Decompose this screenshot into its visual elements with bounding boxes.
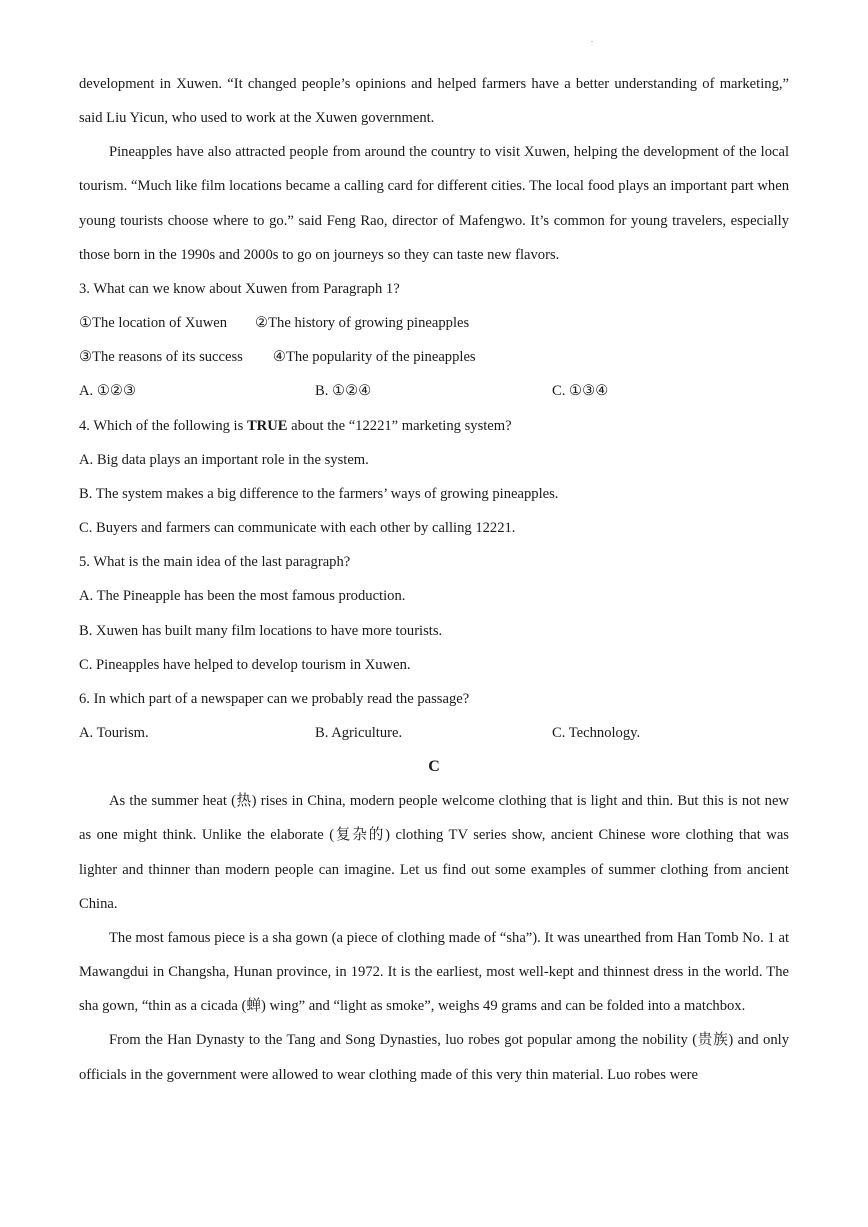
option-c: C. Technology. xyxy=(552,724,641,741)
stem-text: 4. Which of the following is xyxy=(79,417,247,434)
stem-emphasis: TRUE xyxy=(246,417,288,434)
question-4 xyxy=(79,409,789,546)
option-c: C. Pineapples have helped to develop tourism in Xuwen. xyxy=(79,656,411,673)
option-b: B. ①②④ xyxy=(315,383,372,400)
question-stem: 3. What can we know about Xuwen from Paragraph 1? xyxy=(79,280,400,297)
stem-text: about the “12221” marketing system? xyxy=(287,417,512,434)
passage-b-paragraph-continued: development in Xuwen. “It changed people’s opinions and helped farmers have a better understanding of marketing,” said Liu Yicun, who used to work at the Xuwen government. xyxy=(79,76,789,127)
question-stem: 6. In which part of a newspaper can we probably read the passage? xyxy=(79,690,470,707)
passage-c-paragraph-2: The most famous piece is a sha gown (a piece of clothing made of “sha”). It was unearthed from Han Tomb No. 1 at Mawangdui in Changsha, Hunan province, in 1972. It is the earliest, most well-kept and thinnest dress in the world. The sha gown, “thin as a cicada (蝉) wing” and “light as smoke”, weighs 49 grams and can be folded into a matchbox. xyxy=(79,929,789,1015)
question-3-options xyxy=(79,374,789,408)
option-c: C. ①③④ xyxy=(552,383,609,400)
option-c: C. Buyers and farmers can communicate with each other by calling 12221. xyxy=(79,520,516,537)
question-3-items-row-2 xyxy=(79,340,789,374)
item-4: ④The popularity of the pineapples xyxy=(272,349,476,366)
option-b: B. The system makes a big difference to the farmers’ ways of growing pineapples. xyxy=(79,485,559,502)
question-3-items-row-1 xyxy=(79,306,789,340)
question-stem xyxy=(79,409,789,443)
option-a: A. Tourism. xyxy=(79,724,149,741)
section-heading: C xyxy=(428,758,440,776)
question-stem: 5. What is the main idea of the last paragraph? xyxy=(79,554,351,571)
item-2: ②The history of growing pineapples xyxy=(255,315,470,332)
option-a: A. ①②③ xyxy=(79,383,137,400)
passage-c-paragraph-3: From the Han Dynasty to the Tang and Song Dynasties, luo robes got popular among the nobility (贵族) and only officials in the government were allowed to wear clothing made of this very thin material. Luo robes were xyxy=(79,1032,789,1083)
question-6-options xyxy=(79,716,789,750)
option-a: A. Big data plays an important role in the system. xyxy=(79,451,369,468)
option-b: B. Agriculture. xyxy=(315,724,403,741)
corner-mark: . xyxy=(591,35,593,44)
passage-b-paragraph-tourism: Pineapples have also attracted people from around the country to visit Xuwen, helping the development of the local tourism. “Much like film locations became a calling card for different cities. The local food plays an important part when young tourists choose where to go.” said Feng Rao, director of Mafengwo. It’s common for young travelers, especially those born in the 1990s and 2000s to go on journeys so they can taste new flavors. xyxy=(79,144,789,263)
page-content xyxy=(79,67,789,1092)
question-3 xyxy=(79,272,789,409)
question-6 xyxy=(79,682,789,750)
item-1: ①The location of Xuwen xyxy=(79,315,228,332)
passage-c-paragraph-1: As the summer heat (热) rises in China, modern people welcome clothing that is light and thin. But this is not new as one might think. Unlike the elaborate (复杂的) clothing TV series show, ancient Chinese wore clothing that was lighter and thinner than modern people can imagine. Let us find out some examples of summer clothing from ancient China. xyxy=(79,793,789,912)
option-b: B. Xuwen has built many film locations to have more tourists. xyxy=(79,622,443,639)
item-3: ③The reasons of its success xyxy=(79,349,243,366)
option-a: A. The Pineapple has been the most famous production. xyxy=(79,588,406,605)
question-5 xyxy=(79,545,789,682)
